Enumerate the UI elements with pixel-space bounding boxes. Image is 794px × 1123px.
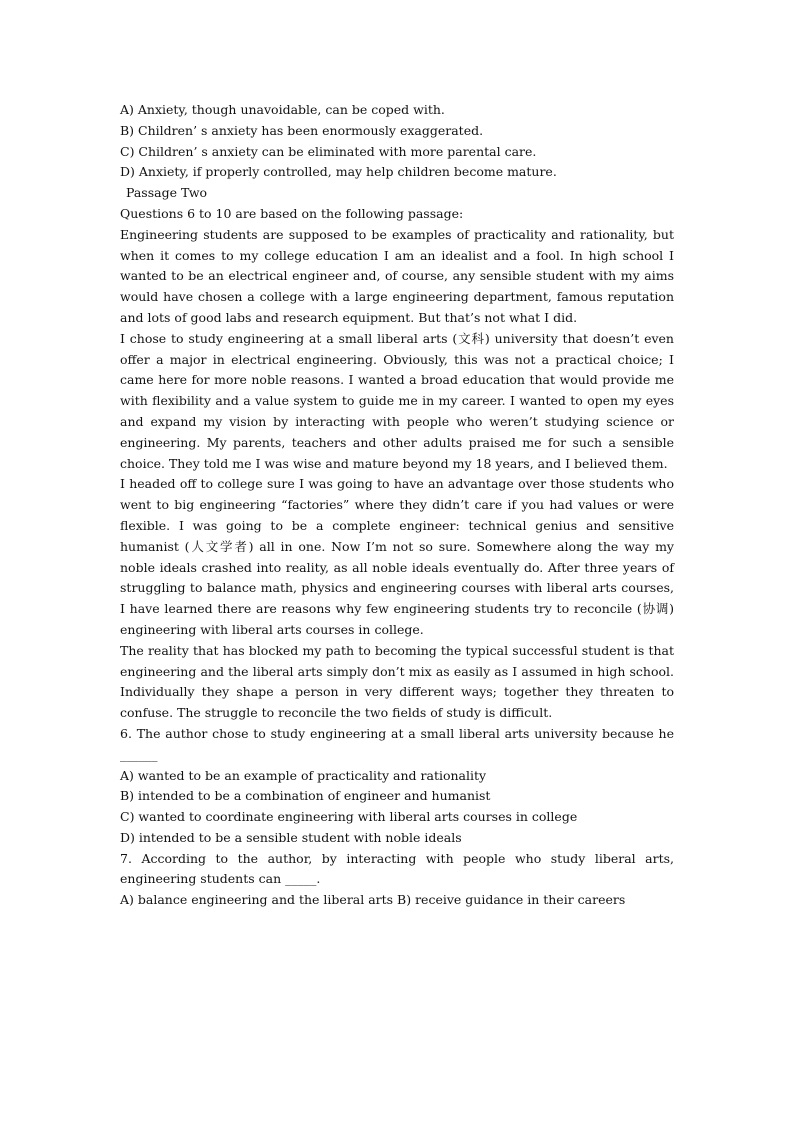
question-6-stem: 6. The author chose to study engineering at a small liberal arts university because he ______ bbox=[120, 725, 674, 762]
option-b-prev: B) Children’ s anxiety has been enormously exaggerated. bbox=[120, 122, 484, 138]
paragraph-3: I headed off to college sure I was going to have an advantage over those students who went to big engineering “factories” where they didn’t care if you had values or were flexible. I was going to be a complete engineer: technical genius and sensitive humanist (人文学者) all in one. Now I’m not so sure. Somewhere along the way my noble ideals crashed into reality, as all noble ideals eventually do. After three years of struggling to balance math, physics and engineering courses with liberal arts courses, I have learned there are reasons why few engineering students try to reconcile (协调) engineering with liberal arts courses in college. bbox=[120, 476, 674, 637]
question-7-options: A) balance engineering and the liberal arts B) receive guidance in their careers bbox=[120, 892, 626, 908]
question-7-stem: 7. According to the author, by interacting with people who study liberal arts, engineering students can _____. bbox=[120, 850, 674, 887]
question-6-option-d: D) intended to be a sensible student with noble ideals bbox=[120, 829, 462, 845]
option-d-prev: D) Anxiety, if properly controlled, may help children become mature. bbox=[120, 164, 557, 180]
option-a-prev: A) Anxiety, though unavoidable, can be coped with. bbox=[120, 102, 445, 117]
passage-title: Passage Two bbox=[126, 185, 208, 201]
question-6-option-a: A) wanted to be an example of practicality and rationality bbox=[120, 767, 487, 783]
question-6-option-b: B) intended to be a combination of engineer and humanist bbox=[120, 788, 491, 804]
question-6-option-c: C) wanted to coordinate engineering with liberal arts courses in college bbox=[120, 809, 578, 825]
paragraph-4: The reality that has blocked my path to becoming the typical successful student is that engineering and the liberal arts simply don’t mix as easily as I assumed in high school. Individually they shape a person in very different ways; together they threaten to confuse. The struggle to reconcile the two fields of study is difficult. bbox=[120, 642, 674, 721]
questions-intro: Questions 6 to 10 are based on the following passage: bbox=[120, 205, 464, 221]
paragraph-2: I chose to study engineering at a small liberal arts (文科) university that doesn’t even offer a major in electrical engineering. Obviously, this was not a practical choice; I came here for more noble reasons. I wanted a broad education that would provide me with flexibility and a value system to guide me in my career. I wanted to open my eyes and expand my vision by interacting with people who weren’t studying science or engineering. My parents, teachers and other adults praised me for such a sensible choice. They told me I was wise and mature beyond my 18 years, and I believed them. bbox=[120, 330, 674, 471]
paragraph-1: Engineering students are supposed to be examples of practicality and rationality, but when it comes to my college education I am an idealist and a fool. In high school I wanted to be an electrical engineer and, of course, any sensible student with my aims would have chosen a college with a large engineering department, famous reputation and lots of good labs and research equipment. But that’s not what I did. bbox=[120, 226, 674, 325]
document-page bbox=[120, 100, 674, 911]
option-c-prev: C) Children’ s anxiety can be eliminated with more parental care. bbox=[120, 143, 537, 159]
